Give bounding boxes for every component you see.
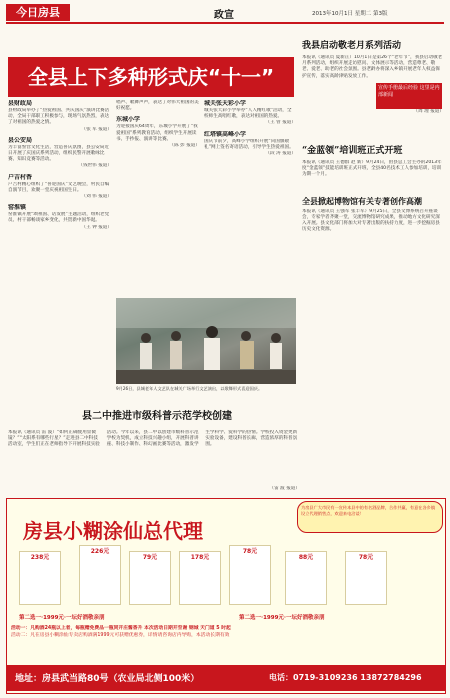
product-item — [129, 551, 171, 605]
headline-banner — [8, 57, 294, 97]
ad-phone: 电话：0719-3109236 13872784296 — [269, 673, 422, 682]
mid-body: 为迎接国庆64周年，东城小学开展了“我爱祖国”系列教育活动，组织学生开展读书、手抄报、演讲等比赛。 — [116, 124, 198, 142]
highlight-box-text: 宣传手册最后经验 这里是内部新闻 — [378, 84, 440, 98]
mid-heading: 城关张天彩小学 — [204, 100, 247, 107]
brief-source: （张 军 报道） — [81, 126, 112, 132]
product-item — [19, 551, 61, 605]
product-price: 78元 — [358, 554, 374, 561]
photo-caption: 9月26日，县城老年人文艺队在城关广场举行文艺演出，以歌舞形式喜迎国庆。 — [116, 386, 263, 391]
product-item — [79, 545, 121, 605]
product-price: 178元 — [190, 554, 210, 561]
product-item — [345, 551, 387, 605]
middle-column-a — [116, 100, 200, 300]
article-body: 本报讯（通讯员 王强军 张丰军）9月25日，全县文博系统召开座谈会，专家学者齐聚一堂，交流博物馆研究成果，推动地方文化研究深入开展。县文化部门将加大对专著出版的扶持力度，进一步挖掘房县历史文化资源。 — [302, 208, 440, 233]
product-price: 88元 — [298, 554, 314, 561]
performers-illustration — [116, 298, 296, 384]
product-price: 79元 — [142, 554, 158, 561]
product-price: 78元 — [242, 548, 258, 555]
promo-text-2: 活动二：凡在房县小糊涂仙专卖店购酒满1999元可获赠优惠券，详情请咨询店内导购，本活动长期有效 — [11, 633, 230, 638]
product-price: 238元 — [30, 554, 50, 561]
brief-source: （钱世伟 报道） — [78, 163, 112, 169]
product-price: 226元 — [90, 548, 110, 555]
promo-bar — [11, 625, 441, 653]
brief-heading: 窑淮镇 — [8, 204, 27, 212]
mid-source: （陈 彭 报道） — [169, 143, 200, 149]
headline-banner-text: 全县上下多种形式庆“十一” — [27, 65, 275, 89]
brief-body: 窑淮镇开展“颂祖国、话发展”主题活动，组织老党员、村干部畅谈家乡变化，共贺新中国华诞。 — [8, 212, 110, 224]
article-title: 全县掀起博物馆有关专著创作高潮 — [302, 195, 422, 206]
article-body: 本报讯（通讯员 王德群 赵 新）9月24日，由县总工会主办的2013年度“金蓝领”技能培训班正式开班，全县40名技术工人参加培训，培训为期一个月。 — [302, 160, 442, 178]
product-item — [179, 551, 221, 605]
mid-heading: 东城小学 — [116, 116, 141, 124]
ad-contact-bar — [7, 665, 445, 691]
mid-body: 城关张天彩小学举办“人人精红歌”活动，全校师生高唱红歌，表达对祖国的热爱。 — [204, 108, 292, 120]
newspaper-logo: 今日房县 — [6, 4, 70, 21]
ad-bubble — [297, 501, 443, 533]
article-title: “金蓝领”培训班正式开班 — [302, 146, 403, 157]
mid-heading: 红塔镇高峰小学 — [204, 130, 247, 138]
ad-address: 地址：房县武当路80号（农业局北侧100米） — [15, 674, 200, 684]
article-body: 本报讯（通讯员 夏新正）10月1日是第26个“老年节”，我县启动敬老月系列活动，组织开展走访慰问、文体展示等活动，营造尊老、敬老、爱老、助老的社会氛围。县老龄办将深入乡镇开展老年人权益保护宣传，落实高龄津贴发放工作。 — [302, 55, 443, 79]
brief-body: 县财政局举办了“热爱祖国、共庆国庆”演讲比赛活动，全局干部职工积极参与，现场气氛热烈，表达了对祖国的热爱之情。 — [8, 108, 110, 126]
brief-body: 户吉村精心组织了“喜迎国庆”文艺晚会，村民自编自演节目，欢聚一堂庆祝祖国生日。 — [8, 181, 110, 193]
product-item — [285, 551, 327, 605]
ad-slogan-left: 第二选一·1999元·一坛好酒敬亲朋 — [19, 615, 105, 621]
news-photo — [116, 298, 296, 384]
masthead-rule — [6, 22, 444, 24]
brief-source: （刘 伟 报道） — [81, 194, 112, 200]
mid-body: 国庆节前夕，高峰小学组织开展“向国旗敬礼”网上签名寄语活动，引导学生热爱祖国。 — [204, 138, 294, 150]
brief-body: 为丰富警营文化生活，营造喜庆氛围，县公安局近日开展了庆国庆系列活动，组织民警开展歌咏比赛、知识竞赛等活动。 — [8, 144, 110, 163]
left-column — [8, 100, 112, 405]
ad-slogan-right: 第二选一·1999元·一坛好酒敬亲朋 — [239, 615, 325, 621]
brief-heading: 县财政局 — [8, 100, 33, 107]
brief-source: （王 钟 报道） — [81, 224, 112, 230]
mid-intro: 唱声、歌舞声声，表达了对伟大祖国的美好祝愿。 — [116, 100, 199, 112]
right-column — [302, 40, 444, 420]
brief-heading: 县公安局 — [8, 136, 33, 144]
article-title: 我县启动敬老月系列活动 — [302, 41, 402, 51]
ad-title: 房县小糊涂仙总代理 — [23, 519, 203, 543]
bottom-article-body: 本报讯（通讯员 雷 波）“如何正确使用显微镜？”“太阳系有哪些行星？”走进县二中科技活动室，学生们正在老师指导下开展科技实验活动。今年以来，县二中以创建市级科普示范学校为契机，成立科技兴趣小组，开展科普讲座、科技小制作、科幻画比赛等活动，激发学生学科学、爱科学的热情。学校投入资金更新实验设备，建设科普长廊，营造浓厚的科普氛围。 — [8, 430, 298, 448]
mid-source: （段 涛 报道） — [265, 151, 296, 157]
highlight-box — [376, 83, 442, 109]
bottom-article-source: （雷 波 报道） — [269, 486, 300, 491]
product-item — [229, 545, 271, 605]
brief-heading: 户吉村香 — [8, 173, 33, 181]
bottom-article-title: 县二中推进市级科普示范学校创建 — [82, 411, 232, 422]
promo-text: 活动一：凡购酒24瓶以上者，每瓶赠免费品一瓶同开庄酱香升 本次活动日期开至谢 钢城 天门道 5 时起 — [11, 626, 231, 631]
ad-bubble-text: 为房县广大市民有一宣传本县中的有名酒品牌，合作共赢，有意在各乡镇设立代理销售点，欢迎来电洽谈！ — [301, 505, 436, 516]
mid-source: （王 曾 报道） — [265, 120, 296, 126]
issue-date: 2013年10月1日 星期二 第3版 — [312, 11, 388, 17]
article-source: （周 理 报道） — [413, 108, 444, 114]
middle-column-b — [204, 100, 296, 300]
product-row — [15, 545, 435, 607]
section-title: 政宣 — [214, 10, 234, 21]
advertisement — [6, 498, 446, 694]
